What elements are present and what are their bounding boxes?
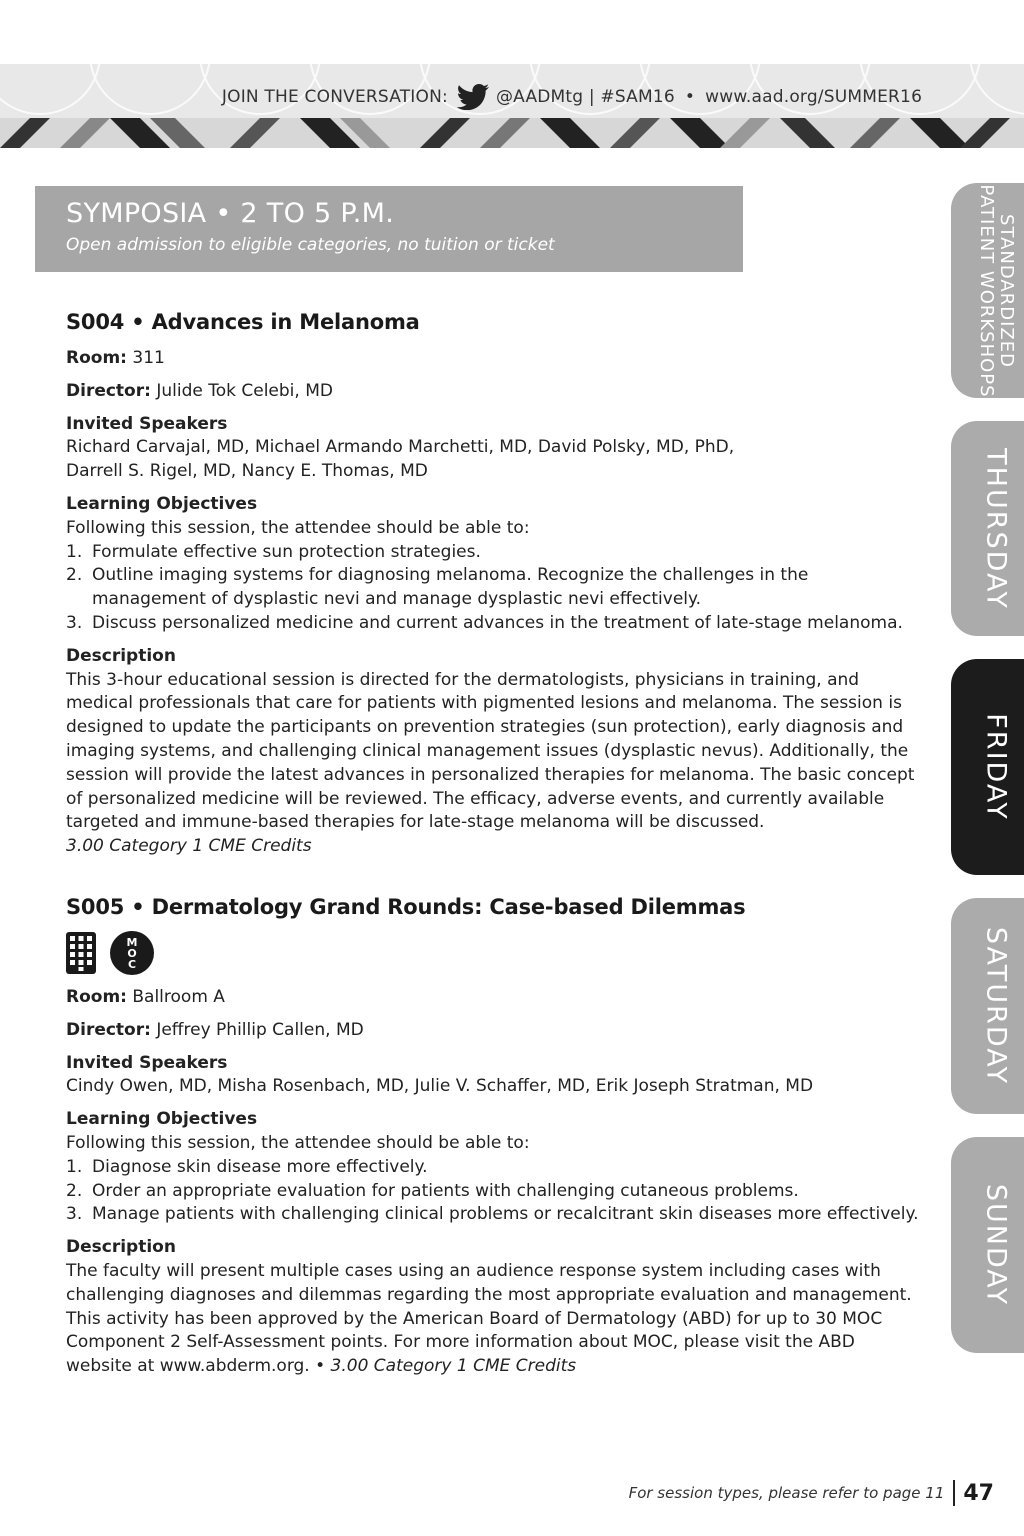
invited-speakers: [66, 1052, 926, 1100]
page-footer: [629, 1476, 994, 1510]
objective-item: [66, 541, 926, 565]
objective-number: 2.: [66, 565, 83, 586]
tab-thursday[interactable]: [951, 421, 1024, 636]
session-s004: [66, 306, 926, 859]
tab-label: FRIDAY: [980, 713, 1012, 821]
symposia-title: SYMPOSIA • 2 TO 5 P.M.: [66, 198, 395, 229]
description-text: [66, 1260, 926, 1379]
session-s005: [66, 891, 926, 1379]
tab-label: THURSDAY: [980, 447, 1012, 610]
banner-prefix: JOIN THE CONVERSATION:: [221, 87, 448, 107]
objective-number: 2.: [66, 1180, 83, 1201]
twitter-bird-icon[interactable]: [456, 84, 490, 110]
director-label: Director:: [66, 380, 151, 401]
invited-speakers: [66, 413, 926, 484]
social-banner: [0, 64, 1024, 148]
director-line: [66, 380, 926, 404]
room-value: 311: [132, 348, 165, 368]
objective-text: Discuss personalized medicine and current advances in the treatment of late-stage melanoma.: [92, 612, 903, 633]
speakers-line: Richard Carvajal, MD, Michael Armando Marchetti, MD, David Polsky, MD, PhD,: [66, 437, 735, 458]
moc-letter: M: [126, 935, 138, 949]
page-number: 47: [963, 1480, 994, 1506]
session-title: S005 • Dermatology Grand Rounds: Case-based Dilemmas: [66, 895, 746, 919]
tab-standardized-patient-workshops[interactable]: [951, 183, 1024, 398]
objective-item: [66, 1180, 926, 1204]
objective-number: 3.: [66, 1204, 83, 1225]
objective-text: Diagnose skin disease more effectively.: [92, 1156, 428, 1177]
objective-item: [66, 564, 926, 612]
session-description: [66, 1236, 926, 1379]
room-line: [66, 347, 926, 371]
session-description: [66, 645, 926, 859]
footer-note: For session types, please refer to page 11: [628, 1484, 945, 1502]
objective-item: [66, 1203, 926, 1227]
description-heading: Description: [66, 1237, 176, 1258]
cme-credits: 3.00 Category 1 CME Credits: [66, 836, 312, 857]
director-value: Jeffrey Phillip Callen, MD: [156, 1019, 364, 1040]
tab-label-line1: STANDARDIZED: [996, 213, 1017, 368]
tab-label-line2: PATIENT WORKSHOPS: [976, 183, 997, 398]
moc-icon: [110, 931, 154, 975]
description-body: The faculty will present multiple cases using an audience response system including cases with challenging diagnoses and dilemmas regarding the most appropriate evaluation and management. This activity has been approved by the American Board of Dermatology (ABD) for up to 30 MOC Component 2 Self-Assessment points. For more information about MOC, please visit the ABD website at www.abderm.org. •: [66, 1260, 912, 1377]
speakers-heading: Invited Speakers: [66, 1052, 228, 1073]
symposia-header: [35, 186, 743, 272]
objective-number: 3.: [66, 612, 83, 633]
director-line: [66, 1019, 926, 1043]
banner-handle[interactable]: @AADMtg | #SAM16: [495, 87, 675, 107]
learning-objectives: [66, 1108, 926, 1227]
objective-text: Outline imaging systems for diagnosing melanoma. Recognize the challenges in the management of dysplastic nevi and manage dysplastic nevi effectively.: [92, 565, 809, 610]
banner-url[interactable]: www.aad.org/SUMMER16: [705, 87, 923, 107]
objective-text: Order an appropriate evaluation for patients with challenging cutaneous problems.: [92, 1180, 799, 1201]
audience-response-keypad-icon: [66, 932, 96, 974]
moc-letter: C: [127, 957, 137, 971]
objectives-intro: Following this session, the attendee should be able to:: [66, 517, 530, 538]
tab-sunday[interactable]: [951, 1137, 1024, 1353]
room-value: Ballroom A: [132, 987, 225, 1007]
objectives-heading: Learning Objectives: [66, 493, 258, 514]
director-label: Director:: [66, 1019, 151, 1040]
session-title: S004 • Advances in Melanoma: [66, 310, 420, 334]
objectives-list: [66, 541, 926, 636]
objective-text: Formulate effective sun protection strategies.: [92, 541, 481, 562]
speakers-line: Darrell S. Rigel, MD, Nancy E. Thomas, MD: [66, 461, 428, 482]
description-text: This 3-hour educational session is directed for the dermatologists, physicians in training, and medical professionals that care for patients with pigmented lesions and melanoma. The session is designed to update the participants on prevention strategies (sun protection), early diagnosis and imaging systems, and challenging clinical management issues (dysplastic nevus). Additionally, the session will provide the latest advances in personalized therapies for melanoma. The basic concept of personalized medicine will be reviewed. The efficacy, adverse events, and currently available targeted and immune-based therapies for late-stage melanoma will be discussed.: [66, 669, 915, 833]
description-heading: Description: [66, 645, 176, 666]
objective-number: 1.: [66, 541, 83, 562]
cme-credits: 3.00 Category 1 CME Credits: [330, 1356, 577, 1377]
room-label: Room:: [66, 987, 127, 1007]
tab-friday[interactable]: [951, 659, 1024, 875]
speakers-line: Cindy Owen, MD, Misha Rosenbach, MD, Julie V. Schaffer, MD, Erik Joseph Stratman, MD: [66, 1076, 814, 1097]
session-type-icons: [66, 929, 926, 977]
tab-saturday[interactable]: [951, 898, 1024, 1114]
objective-number: 1.: [66, 1156, 83, 1177]
footer-divider: [953, 1480, 955, 1506]
objective-item: [66, 1156, 926, 1180]
speakers-heading: Invited Speakers: [66, 413, 228, 434]
banner-bullet: •: [684, 87, 696, 107]
moc-letter: O: [127, 946, 137, 960]
tab-label: SUNDAY: [980, 1183, 1012, 1307]
room-line: [66, 986, 926, 1010]
objectives-heading: Learning Objectives: [66, 1109, 258, 1130]
objectives-intro: Following this session, the attendee should be able to:: [66, 1132, 530, 1153]
objective-item: [66, 612, 926, 636]
tab-label: SATURDAY: [980, 926, 1012, 1086]
director-value: Julide Tok Celebi, MD: [156, 380, 333, 401]
objective-text: Manage patients with challenging clinical problems or recalcitrant skin diseases more effectively.: [92, 1204, 919, 1225]
symposia-subtitle: Open admission to eligible categories, no tuition or ticket: [66, 235, 555, 255]
room-label: Room:: [66, 348, 127, 368]
learning-objectives: [66, 493, 926, 636]
objectives-list: [66, 1156, 926, 1227]
